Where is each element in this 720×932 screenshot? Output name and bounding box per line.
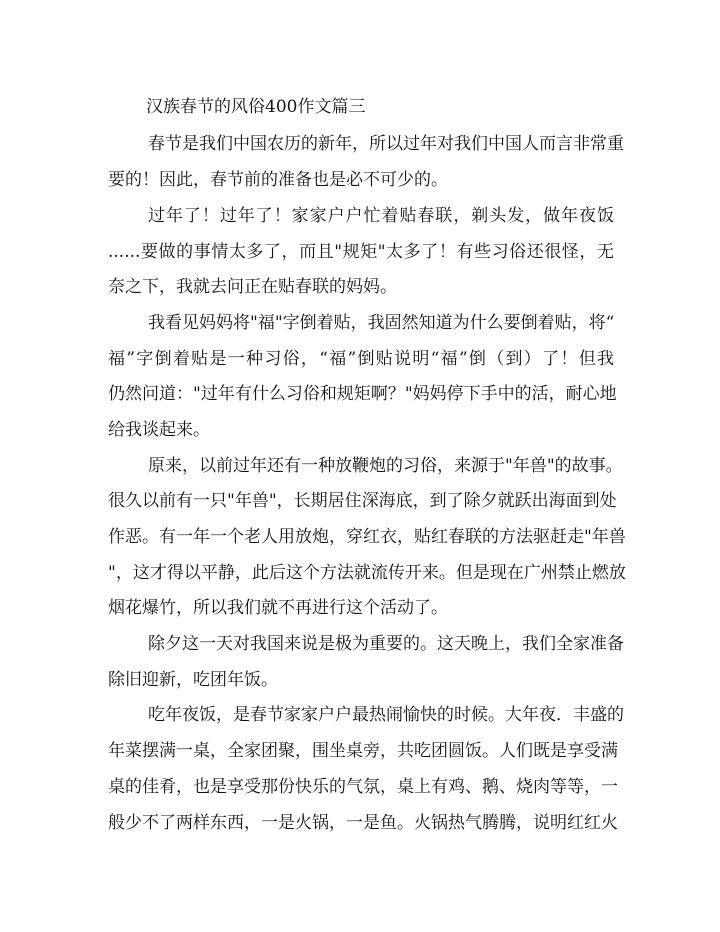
paragraph-line: 烟花爆竹，所以我们就不再进行这个活动了。 bbox=[108, 598, 448, 618]
paragraph-line: 桌的佳肴，也是享受那份快乐的气氛，桌上有鸡、鹅、烧肉等等，一 bbox=[108, 777, 618, 797]
paragraph-line: 仍然问道："过年有什么习俗和规矩啊？"妈妈停下手中的活，耐心地 bbox=[108, 384, 617, 404]
paragraph-line: 春节是我们中国农历的新年，所以过年对我们中国人而言非常重 bbox=[148, 134, 624, 154]
paragraph-line: 般少不了两样东西，一是火锅，一是鱼。火锅热气腾腾，说明红红火 bbox=[108, 813, 618, 833]
paragraph-line: 吃年夜饭，是春节家家户户最热闹愉快的时候。大年夜．丰盛的 bbox=[148, 705, 624, 725]
paragraph-line: 年菜摆满一桌，全家团聚，围坐桌旁，共吃团圆饭。人们既是享受满 bbox=[108, 741, 618, 761]
paragraph-line: 福”字倒着贴是一种习俗，“福”倒贴说明“福”倒（到）了！但我 bbox=[108, 349, 614, 369]
paragraph-line: 要的！因此，春节前的准备也是必不可少的。 bbox=[108, 170, 448, 190]
document-title: 汉族春节的风俗400作文篇三 bbox=[146, 97, 366, 117]
paragraph-line: 很久以前有一只"年兽"，长期居住深海底，到了除夕就跃出海面到处 bbox=[108, 491, 617, 511]
paragraph-line: 作恶。有一年一个老人用放炮，穿红衣，贴红春联的方法驱赶走"年兽 bbox=[108, 527, 626, 547]
paragraph-line: ......要做的事情太多了，而且"规矩"太多了！有些习俗还很怪，无 bbox=[108, 242, 614, 262]
paragraph-line: 奈之下，我就去问正在贴春联的妈妈。 bbox=[108, 277, 397, 297]
paragraph-line: 我看见妈妈将"福"字倒着贴，我固然知道为什么要倒着贴，将“ bbox=[148, 313, 615, 333]
paragraph-line: 除旧迎新，吃团年饭。 bbox=[108, 670, 278, 690]
paragraph-line: 除夕这一天对我国来说是极为重要的。这天晚上，我们全家准备 bbox=[148, 634, 624, 654]
paragraph-line: 给我谈起来。 bbox=[108, 420, 210, 440]
paragraph-line: 过年了！过年了！家家户户忙着贴春联，剃头发，做年夜饭 bbox=[148, 206, 614, 226]
paragraph-line: 原来，以前过年还有一种放鞭炮的习俗，来源于"年兽"的故事。 bbox=[148, 456, 623, 476]
paragraph-line: "，这才得以平静，此后这个方法就流传开来。但是现在广州禁止燃放 bbox=[108, 563, 626, 583]
